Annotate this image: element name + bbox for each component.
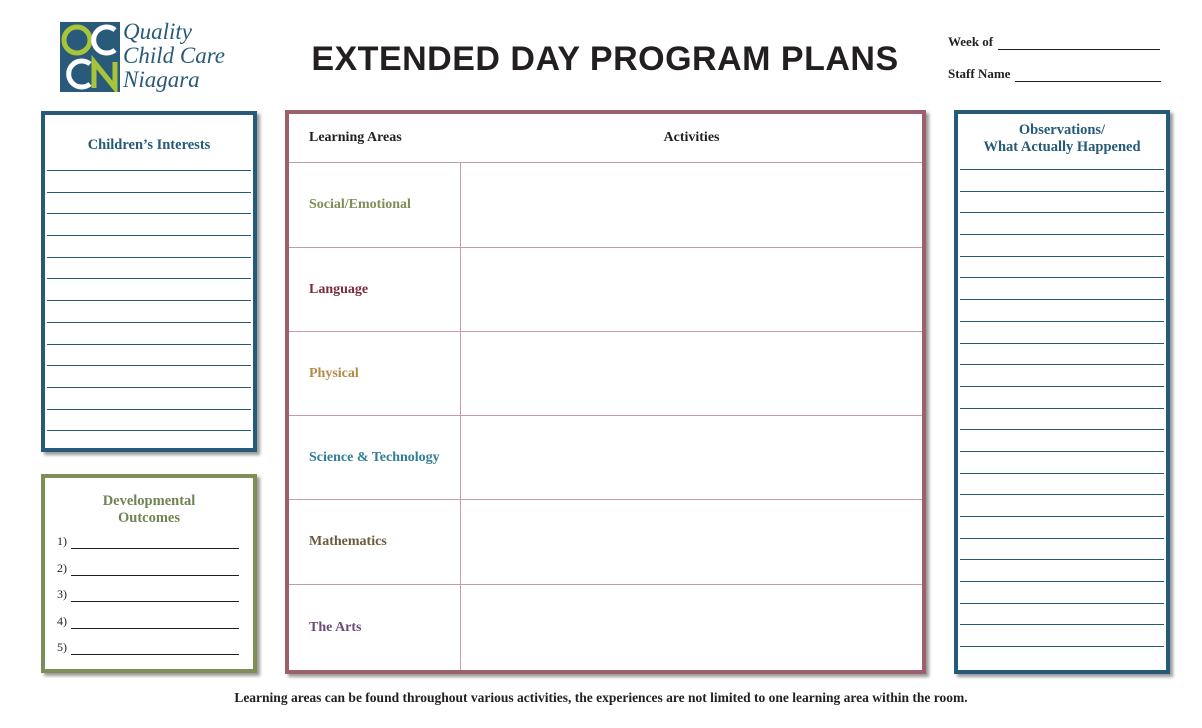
logo [60, 20, 260, 95]
ruled-line[interactable] [47, 409, 251, 431]
outcome-number: 5) [57, 640, 67, 654]
learning-area-row[interactable] [289, 584, 922, 670]
developmental-outcomes-box [41, 474, 257, 673]
learning-area-row[interactable] [289, 415, 922, 499]
outcome-item[interactable] [57, 534, 239, 549]
qccn-logo-mark-icon [60, 22, 120, 92]
outcome-line[interactable] [71, 591, 239, 602]
ruled-line[interactable] [47, 278, 251, 300]
ruled-line[interactable] [47, 430, 251, 452]
outcome-item[interactable] [57, 587, 239, 602]
outcomes-title-line-2: Outcomes [117, 510, 180, 526]
outcomes-title-line-1: Developmental [102, 493, 196, 509]
childrens-interests-title: Children’s Interests [87, 137, 211, 153]
staff-name-field[interactable] [948, 66, 1161, 82]
ruled-line[interactable] [960, 624, 1164, 646]
ruled-line[interactable] [960, 473, 1164, 495]
childrens-interests-lines[interactable] [47, 170, 251, 452]
observations-lines[interactable] [960, 169, 1164, 668]
ruled-line[interactable] [960, 212, 1164, 234]
ruled-line[interactable] [47, 213, 251, 235]
ruled-line[interactable] [960, 538, 1164, 560]
week-of-line[interactable] [998, 37, 1160, 50]
outcome-line[interactable] [71, 644, 239, 655]
outcome-item[interactable] [57, 561, 239, 576]
logo-text-line-1: Quality [123, 19, 192, 44]
outcome-line[interactable] [71, 565, 239, 576]
ruled-line[interactable] [960, 603, 1164, 625]
observations-box [954, 110, 1170, 674]
ruled-line[interactable] [47, 257, 251, 279]
ruled-line[interactable] [960, 559, 1164, 581]
learning-area-row[interactable] [289, 247, 922, 331]
outcome-number: 4) [57, 614, 67, 628]
ruled-line[interactable] [47, 387, 251, 409]
ruled-line[interactable] [960, 581, 1164, 603]
ruled-line[interactable] [960, 386, 1164, 408]
learning-area-label: Mathematics [309, 534, 387, 549]
learning-areas-header: Learning Areas [309, 130, 402, 145]
learning-area-label: Science & Technology [309, 449, 440, 465]
ruled-line[interactable] [960, 321, 1164, 343]
ruled-line[interactable] [47, 344, 251, 366]
outcome-line[interactable] [71, 618, 239, 629]
ruled-line[interactable] [960, 343, 1164, 365]
ruled-line[interactable] [960, 429, 1164, 451]
staff-name-label: Staff Name [948, 66, 1011, 81]
childrens-interests-box [41, 111, 257, 452]
ruled-line[interactable] [47, 192, 251, 214]
observations-title [958, 122, 1166, 156]
observations-title-line-2: What Actually Happened [983, 139, 1141, 155]
outcome-item[interactable] [57, 640, 239, 655]
activities-header: Activities [663, 130, 720, 145]
outcome-item[interactable] [57, 614, 239, 629]
learning-area-label: Social/Emotional [309, 197, 411, 212]
footer-note: Learning areas can be found throughout various activities, the experiences are not limited to one learning area within the room. [234, 690, 968, 705]
outcome-line[interactable] [71, 538, 239, 549]
ruled-line[interactable] [960, 169, 1164, 191]
week-of-field[interactable] [948, 34, 1160, 50]
learning-area-label: Physical [309, 365, 359, 381]
learning-area-row[interactable] [289, 499, 922, 584]
program-plan-table [285, 110, 926, 674]
ruled-line[interactable] [960, 364, 1164, 386]
ruled-line[interactable] [960, 408, 1164, 430]
ruled-line[interactable] [47, 365, 251, 387]
observations-title-line-1: Observations/ [1018, 122, 1106, 138]
ruled-line[interactable] [47, 235, 251, 257]
logo-text-line-2: Child Care [123, 43, 226, 68]
ruled-line[interactable] [960, 191, 1164, 213]
page-title: EXTENDED DAY PROGRAM PLANS [311, 40, 899, 78]
staff-name-line[interactable] [1015, 69, 1161, 82]
week-of-label: Week of [948, 34, 994, 49]
ruled-line[interactable] [960, 494, 1164, 516]
developmental-outcomes-title [45, 493, 253, 527]
ruled-line[interactable] [960, 516, 1164, 538]
ruled-line[interactable] [960, 256, 1164, 278]
learning-area-label: Language [309, 281, 369, 297]
outcome-number: 1) [57, 534, 67, 548]
outcome-number: 2) [57, 561, 67, 575]
outcome-number: 3) [57, 587, 67, 601]
learning-area-row[interactable] [289, 162, 922, 247]
ruled-line[interactable] [47, 300, 251, 322]
ruled-line[interactable] [960, 646, 1164, 668]
logo-text-line-3: Niagara [123, 67, 200, 92]
ruled-line[interactable] [960, 299, 1164, 321]
learning-area-row[interactable] [289, 331, 922, 415]
ruled-line[interactable] [47, 170, 251, 192]
ruled-line[interactable] [47, 322, 251, 344]
ruled-line[interactable] [960, 277, 1164, 299]
ruled-line[interactable] [960, 234, 1164, 256]
learning-area-label: The Arts [309, 619, 362, 635]
ruled-line[interactable] [960, 451, 1164, 473]
